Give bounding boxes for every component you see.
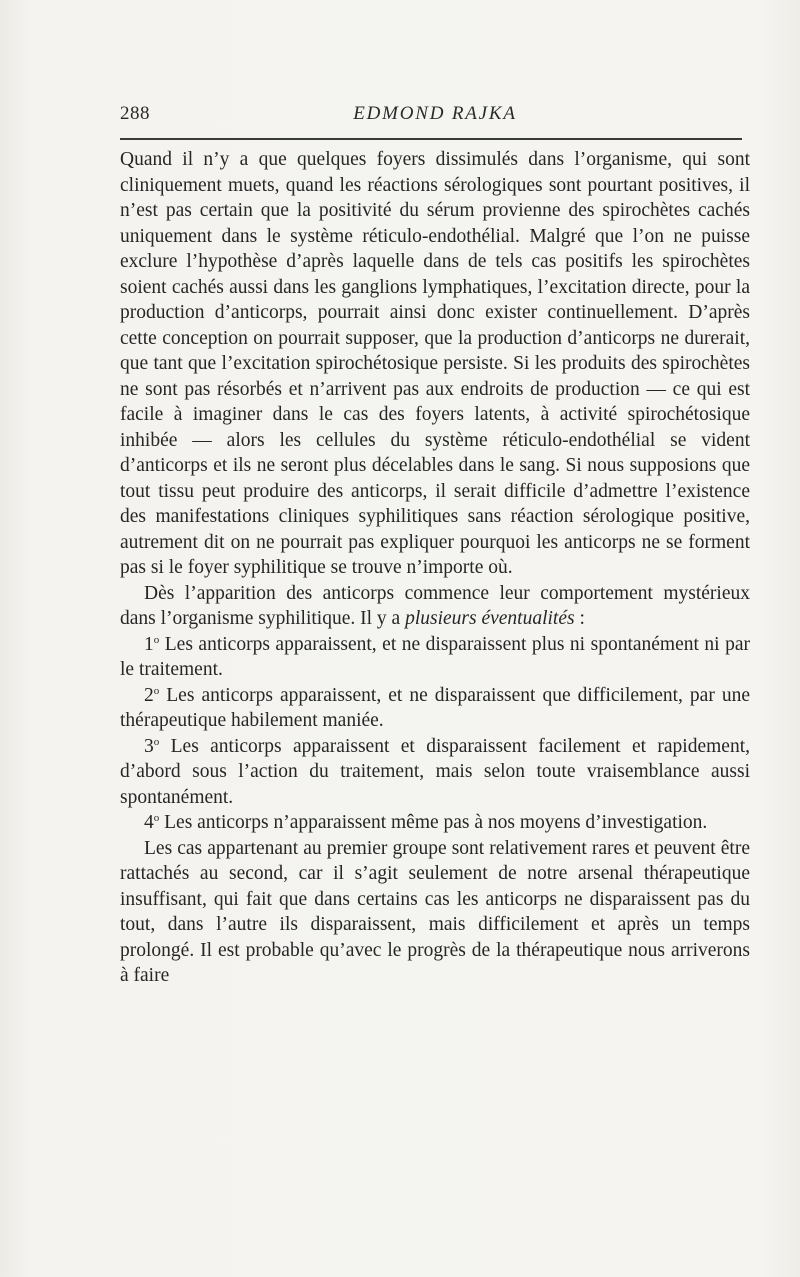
- page-number: 288: [120, 103, 150, 124]
- item-text: Les anticorps apparaissent, et ne disparaissent que difficilement, par une thérapeutique habilement maniée.: [120, 684, 750, 731]
- paragraph-2-emphasis: plusieurs éventualités: [405, 608, 575, 629]
- header-rule: [120, 138, 742, 140]
- item-text: Les anticorps apparaissent, et ne disparaissent plus ni spontanément ni par le traitement.: [120, 633, 750, 680]
- body-text: [120, 147, 750, 989]
- paragraph-1: Quand il n’y a que quelques foyers dissimulés dans l’organisme, qui sont cliniquement muets, quand les réactions sérologiques sont pourtant positives, il n’est pas certain que la positivité du sérum provienne des spirochètes cachés uniquement dans le système réticulo-endothélial. Malgré que l’on ne puisse exclure l’hypothèse d’après laquelle dans de tels cas positifs les spirochètes soient cachés aussi dans les ganglions lymphatiques, l’excitation directe, pour la production d’anticorps, pourrait ainsi donc exister continuellement. D’après cette conception on pourrait supposer, que la production d’anticorps ne durerait, que tant que l’excitation spirochétosique persiste. Si les produits des spirochètes ne sont pas résorbés et n’arrivent pas aux endroits de production — ce qui est facile à imaginer dans le cas des foyers latents, à activité spirochétosique inhibée — alors les cellules du système réticulo-endothélial se vident d’anticorps et ils ne seront plus décelables dans le sang. Si nous supposions que tout tissu peut produire des anticorps, il serait difficile d’admettre l’existence des manifestations cliniques syphilitiques sans réaction sérologique positive, autrement dit on ne pourrait pas expliquer pourquoi les anticorps ne se forment pas si le foyer syphilitique se trouve n’importe où.: [120, 149, 750, 578]
- running-head: EDMOND RAJKA: [353, 103, 517, 124]
- item-number: 3: [144, 735, 154, 757]
- item-number: 1: [144, 633, 154, 655]
- paragraph-2: [120, 581, 750, 632]
- item-ordinal: o: [153, 684, 160, 697]
- list-item: [120, 683, 750, 734]
- item-ordinal: o: [153, 735, 160, 748]
- item-ordinal: o: [153, 812, 160, 824]
- paragraph-2-tail: :: [574, 608, 585, 629]
- item-number: 4: [144, 812, 154, 833]
- list-item: [120, 734, 750, 811]
- list-item: [120, 632, 750, 683]
- list-item: [120, 810, 750, 836]
- item-number: 2: [144, 684, 154, 706]
- item-ordinal: o: [153, 633, 160, 646]
- page-header: [120, 101, 750, 131]
- item-text: Les anticorps n’apparaissent même pas à nos moyens d’investigation.: [159, 812, 708, 833]
- item-text: Les anticorps apparaissent et disparaissent facilement et rapidement, d’abord sous l’action du traitement, mais selon toute vraisemblance aussi spontanément.: [120, 735, 750, 808]
- paragraph-3: Les cas appartenant au premier groupe sont relativement rares et peuvent être rattachés au second, car il s’agit seulement de notre arsenal thérapeutique insuffisant, qui fait que dans certains cas les anticorps ne disparaissent pas du tout, dans l’autre ils disparaissent, mais difficilement et après un temps prolongé. Il est probable qu’avec le progrès de la thérapeutique nous arriverons à faire: [120, 837, 750, 986]
- paragraph-2-lead: Dès l’apparition des anticorps commence leur comportement mystérieux dans l’organisme syphilitique. Il y a: [120, 582, 750, 629]
